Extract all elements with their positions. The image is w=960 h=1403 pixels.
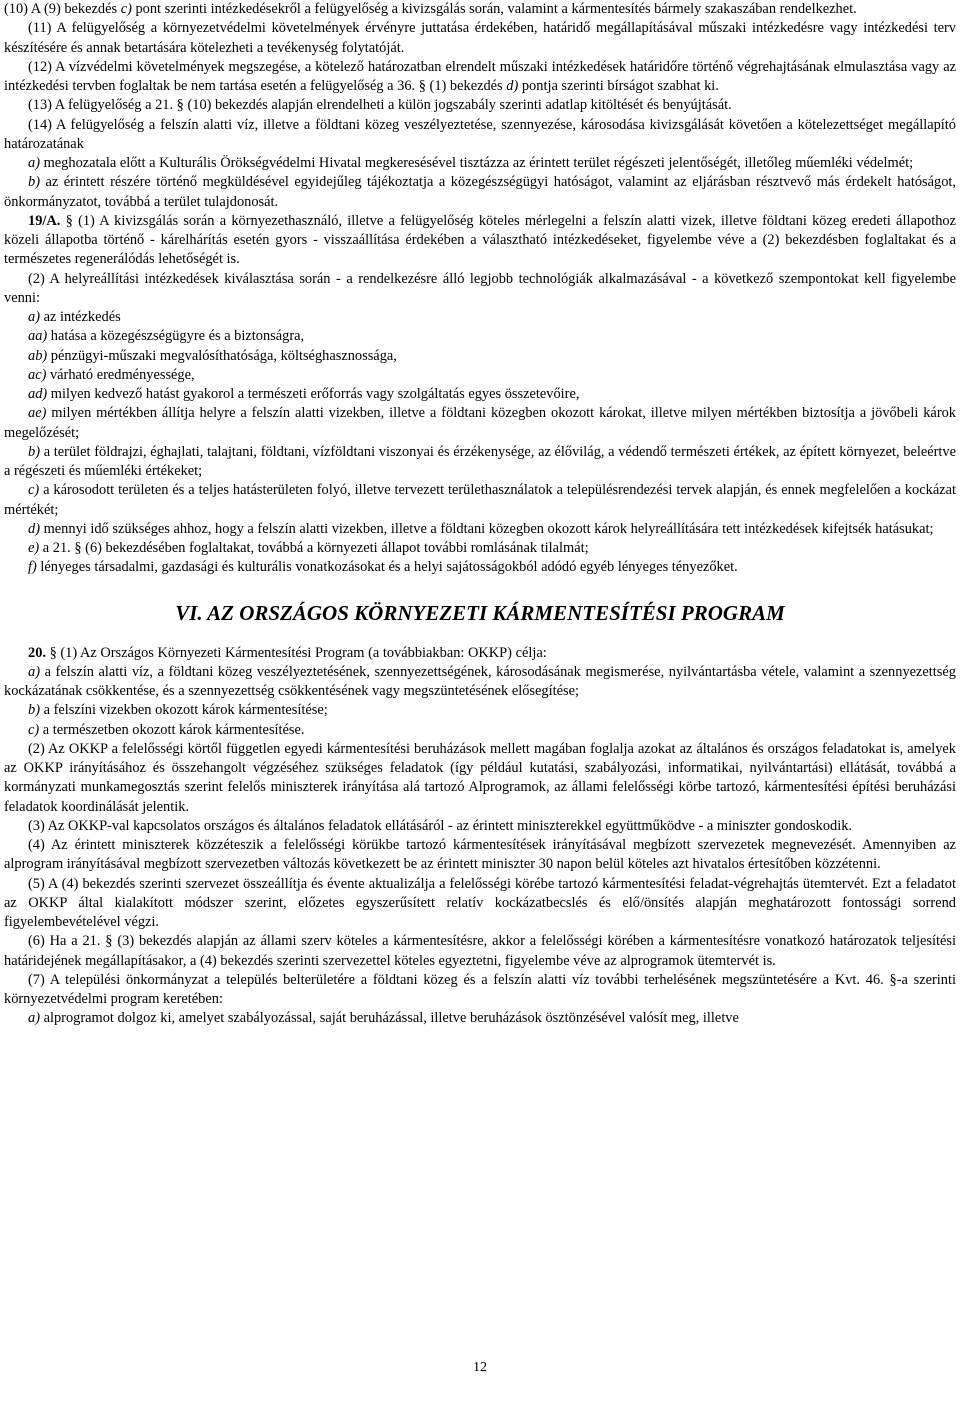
paragraph bbox=[4, 366, 956, 385]
paragraph bbox=[4, 443, 956, 482]
paragraph bbox=[4, 644, 956, 663]
text-segment: 20. bbox=[28, 644, 46, 661]
paragraph bbox=[4, 154, 956, 173]
text-segment: milyen mértékben állítja helyre a felszín alatti vizekben, illetve a földtani közegben okozott károkat, illetve milyen mértékben biztosítja a jövőbeli károk megelőzését; bbox=[4, 405, 956, 441]
text-segment: a károsodott területen és a teljes hatásterületen folyó, illetve tervezett területhasználatok a településrendezési tervek alapján, és ennek megfelelően a kockázat mértékét; bbox=[4, 482, 956, 518]
text-segment: § (1) Az Országos Környezeti Kármentesítési Program (a továbbiakban: OKKP) célja: bbox=[46, 644, 547, 661]
paragraph bbox=[4, 327, 956, 346]
text-segment: b) bbox=[28, 702, 40, 719]
paragraph bbox=[4, 971, 956, 1010]
text-segment: (6) Ha a 21. § (3) bekezdés alapján az állami szerv köteles a kármentesítésre, akkor a felelősségi körében a kármentesítésre vonatkozó határozatok teljesítési határidejének megállapításakor, a (4) bekezdés szerinti szervezettel köteles egyeztetni, figyelembe véve az alprogramok ütemtervét is. bbox=[4, 933, 956, 969]
paragraph bbox=[4, 481, 956, 520]
text-segment: ab) bbox=[28, 347, 48, 364]
text-block-part2 bbox=[4, 644, 956, 1029]
paragraph bbox=[4, 701, 956, 720]
text-segment: az intézkedés bbox=[40, 309, 121, 325]
text-segment: a felszín alatti víz, a földtani közeg veszélyeztetésének, szennyezettségének, károsodásának megismerése, nyilvántartásba vétele, valamint a szennyezettség kockázatának csökkentése, és a szennyezettség csökkentésének vagy megszüntetésének elősegítése; bbox=[4, 663, 956, 699]
text-block-part1 bbox=[4, 0, 956, 578]
paragraph bbox=[4, 740, 956, 817]
text-segment: (13) A felügyelőség a 21. § (10) bekezdés alapján elrendelheti a külön jogszabály szerinti adatlap kitöltését és benyújtását. bbox=[28, 97, 732, 114]
text-segment: (10) A (9) bekezdés bbox=[4, 1, 121, 17]
paragraph bbox=[4, 19, 956, 58]
paragraph bbox=[4, 817, 956, 836]
text-segment: (2) A helyreállítási intézkedések kiválasztása során - a rendelkezésre álló legjobb technológiák alkalmazásával - a következő szempontokat kell figyelembe venni: bbox=[4, 270, 956, 306]
text-segment: pénzügyi-műszaki megvalósíthatósága, költséghasznossága, bbox=[47, 347, 397, 364]
text-segment: § (1) A kivizsgálás során a környezethasználó, illetve a felügyelőség köteles mérlegelni a felszín alatti vizek, illetve földtani közeg eredeti állapothoz közeli állapotba történő - kárelhárítás esetén gyors - visszaállítása érdekében a választható intézkedéseket, figyelembe véve a (2) bekezdésben foglaltakat és a természetes regenerálódás lehetőségét is. bbox=[4, 212, 956, 268]
paragraph bbox=[4, 308, 956, 327]
text-segment: milyen kedvező hatást gyakorol a természeti erőforrás vagy szolgáltatás egyes összetevőire, bbox=[47, 386, 580, 402]
paragraph bbox=[4, 520, 956, 539]
text-segment: b) bbox=[28, 174, 40, 191]
text-segment: (14) A felügyelőség a felszín alatti víz, illetve a földtani közeg veszélyeztetése, szennyezése, károsodása kivizsgálását követően a kötelezettséget megállapító határozatának bbox=[4, 116, 956, 152]
text-segment: mennyi idő szükséges ahhoz, hogy a felszín alatti vizekben, illetve a földtani közegben okozott károk helyreállítására tett intézkedések kifejtsék hatásukat; bbox=[40, 520, 934, 537]
text-segment: pontja szerinti bírságot szabhat ki. bbox=[518, 78, 719, 94]
page-number: 12 bbox=[473, 1360, 487, 1375]
paragraph bbox=[4, 558, 956, 577]
text-segment: a) bbox=[28, 1010, 40, 1027]
paragraph bbox=[4, 58, 956, 97]
text-segment: várható eredményessége, bbox=[46, 366, 195, 383]
text-segment: b) bbox=[28, 443, 40, 460]
text-segment: aa) bbox=[28, 328, 48, 345]
text-segment: c) bbox=[28, 482, 40, 499]
text-segment: a felszíni vizekben okozott károk kármentesítése; bbox=[40, 702, 328, 719]
paragraph bbox=[4, 270, 956, 309]
paragraph bbox=[4, 875, 956, 933]
text-segment: a) bbox=[28, 309, 40, 325]
text-segment: f) bbox=[28, 559, 37, 576]
paragraph bbox=[4, 836, 956, 875]
paragraph bbox=[4, 347, 956, 366]
paragraph bbox=[4, 212, 956, 270]
text-segment: a természetben okozott károk kármentesítése. bbox=[39, 721, 305, 738]
text-segment: a 21. § (6) bekezdésében foglaltakat, továbbá a környezeti állapot további romlásának tilalmát; bbox=[39, 540, 589, 556]
text-segment: a) bbox=[28, 155, 40, 171]
text-segment: a terület földrajzi, éghajlati, talajtani, földtani, vízföldtani viszonyai és érzékenysége, az élővilág, a védendő természeti értékek, az épített környezet, beleértve a régészeti és műemléki értékeket; bbox=[4, 443, 956, 479]
text-segment: ac) bbox=[28, 366, 47, 383]
paragraph bbox=[4, 385, 956, 404]
text-segment: ad) bbox=[28, 386, 48, 402]
text-segment: c) bbox=[28, 721, 40, 738]
text-segment: (11) A felügyelőség a környezetvédelmi követelmények érvényre juttatása érdekében, határidő megállapításával műszaki intézkedésre vagy intézkedési terv készítésére és annak betartására kötelezheti a tevékenység folytatóját. bbox=[4, 20, 956, 56]
text-segment: (5) A (4) bekezdés szerinti szervezet összeállítja és évente aktualizálja a felelősségi körébe tartozó kármentesítési feladat-végrehajtás ütemtervét. Ezt a feladatot az OKKP által kialakított módszer szerint, előzetes egyszerűsített relatív kockázatbecslés és elő/önsítés alapján meghatározott fontossági sorrend figyelembevételével végzi. bbox=[4, 875, 956, 930]
text-segment: d) bbox=[28, 520, 40, 537]
text-segment: meghozatala előtt a Kulturális Örökségvédelmi Hivatal megkeresésével tisztázza az érintett terület régészeti jelentőségét, illetőleg műemléki védelmét; bbox=[40, 155, 914, 171]
paragraph bbox=[4, 721, 956, 740]
text-segment: lényeges társadalmi, gazdasági és kulturális vonatkozásokat és a helyi sajátosságokból adódó egyéb lényeges tényezőket. bbox=[36, 559, 738, 576]
text-segment: d) bbox=[506, 78, 519, 94]
text-segment: (4) Az érintett miniszterek közzéteszik a felelősségi körükbe tartozó kármentesítések irányításával megbízott szervezetek megnevezését. Amennyiben az alprogram irányításával megbízott szervezetben változás következett be az érintett miniszter 30 napon belül köteles azt hivatalos értesítőben közzétenni. bbox=[4, 837, 956, 873]
text-segment: (3) Az OKKP-val kapcsolatos országos és általános feladatok ellátásáról - az érintett miniszterekkel együttműködve - a miniszter gondoskodik. bbox=[28, 817, 853, 834]
paragraph bbox=[4, 116, 956, 155]
text-segment: (7) A települési önkormányzat a település belterületére a földtani közeg és a felszín alatti víz további terhelésének megszüntetésére a Kvt. 46. §-a szerinti környezetvédelmi program keretében: bbox=[4, 971, 956, 1007]
text-segment: pont szerinti intézkedésekről a felügyelőség a kivizsgálás során, valamint a kármentesítés bármely szakaszában rendelkezhet. bbox=[131, 1, 857, 17]
text-segment: a) bbox=[28, 663, 40, 680]
paragraph bbox=[4, 663, 956, 702]
text-segment: hatása a közegészségügyre és a biztonságra, bbox=[47, 328, 305, 345]
paragraph bbox=[4, 0, 956, 19]
text-segment: 19/A. bbox=[28, 212, 61, 229]
text-segment: c) bbox=[120, 1, 132, 17]
text-segment: alprogramot dolgoz ki, amelyet szabályozással, saját beruházással, illetve beruházások ösztönzésével valósít meg, illetve bbox=[40, 1010, 739, 1027]
section-heading: VI. AZ ORSZÁGOS KÖRNYEZETI KÁRMENTESÍTÉSI PROGRAM bbox=[175, 600, 785, 625]
text-segment: (12) A vízvédelmi követelmények megszegése, a kötelező határozatban elrendelt műszaki intézkedések határidőre történő végrehajtásának elmulasztása vagy az intézkedési tervben foglaltak be nem tartása esetén a felügyelőség a 36. § (1) bekezdés bbox=[4, 58, 956, 94]
paragraph bbox=[4, 96, 956, 115]
text-segment: e) bbox=[28, 540, 40, 556]
text-segment: ae) bbox=[28, 405, 47, 422]
text-segment: (2) Az OKKP a felelősségi körtől független egyedi kármentesítési beruházások mellett magában foglalja azokat az általános és országos feladatokat is, amelyek az OKKP irányításához és összehangolt végzéséhez szükséges feladatok (így például kutatási, szabályozási, informatikai, nyilvántartási) ellátását, továbbá a kormányzati munkamegosztás szerint felelős miniszterek irányítása alá tartozó Alprogramok, az állami felelősségi körbe tartozó, kármentesítési építési beruházási feladatok koordinálását jelentik. bbox=[4, 740, 956, 815]
paragraph bbox=[4, 173, 956, 212]
paragraph bbox=[4, 932, 956, 971]
paragraph bbox=[4, 1009, 956, 1028]
text-segment: az érintett részére történő megküldésével egyidejűleg tájékoztatja a közegészségügyi hatóságot, valamint az eljárásban résztvevő más érdekelt hatóságot, önkormányzatot, továbbá a terület tulajdonosát. bbox=[4, 174, 956, 210]
paragraph bbox=[4, 539, 956, 558]
paragraph bbox=[4, 404, 956, 443]
